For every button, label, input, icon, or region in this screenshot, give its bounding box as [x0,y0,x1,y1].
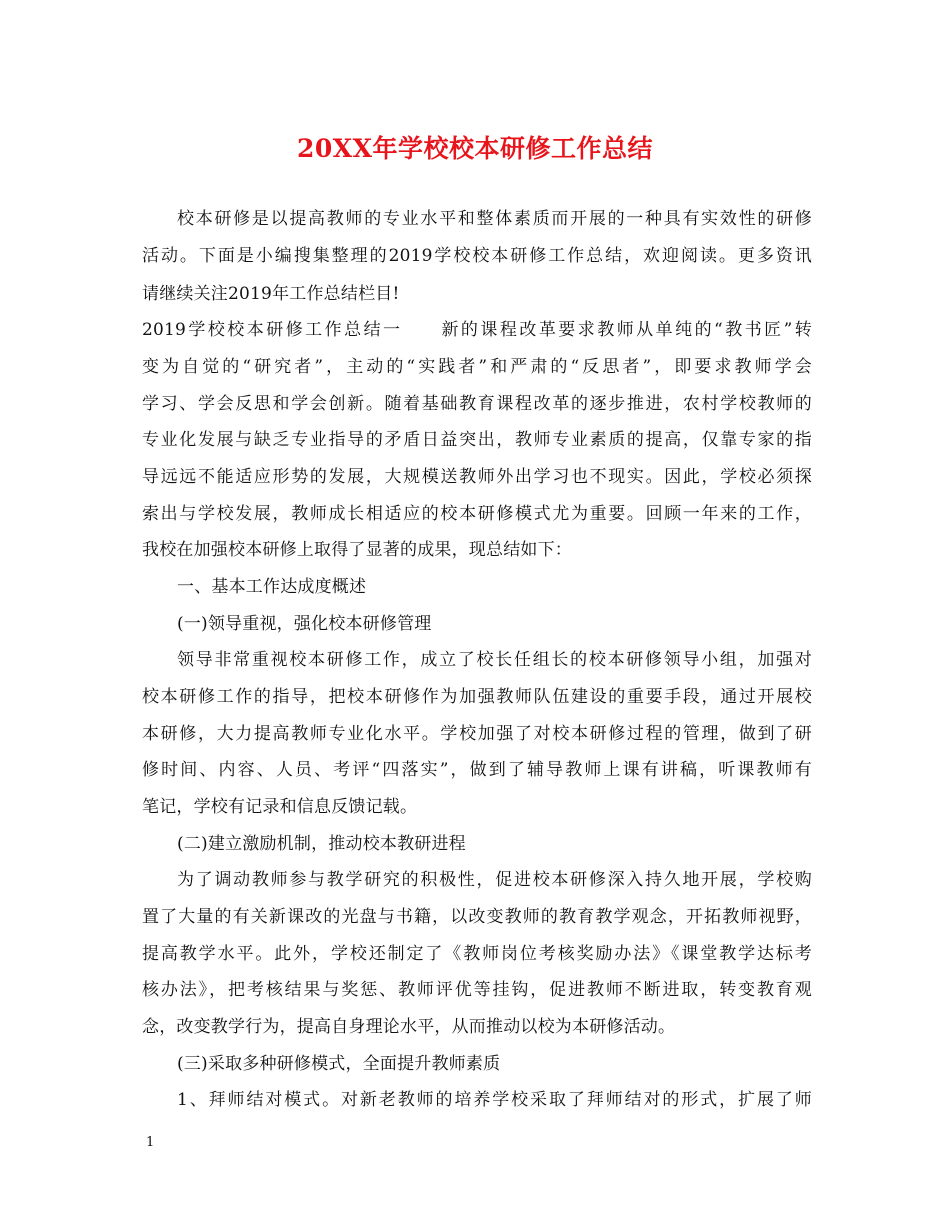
body-line: 活动。下面是小编搜集整理的2019学校校本研修工作总结，欢迎阅读。更多资讯 [142,246,812,266]
page-number: 1 [146,1135,155,1150]
body-line: 提高教学水平。此外，学校还制定了《教师岗位考核奖励办法》《课堂教学达标考 [142,944,812,964]
body-line: 我校在加强校本研修上取得了显著的成果，现总结如下： [142,540,572,560]
body-line: 校本研修工作的指导，把校本研修作为加强教师队伍建设的重要手段，通过开展校 [142,687,812,707]
body-line: 本研修，大力提高教师专业化水平。学校加强了对校本研修过程的管理，做到了研 [142,724,812,744]
body-line: 专业化发展与缺乏专业指导的矛盾日益突出，教师专业素质的提高，仅靠专家的指 [142,430,812,450]
section-heading: 一、基本工作达成度概述 [177,577,367,597]
body-line: 为了调动教师参与教学研究的积极性，促进校本研修深入持久地开展，学校购 [177,870,812,890]
body-line: 念，改变教学行为，提高自身理论水平，从而推动以校为本研修活动。 [142,1017,676,1037]
body-line: 笔记，学校有记录和信息反馈记载。 [142,797,418,817]
body-line: 2019学校校本研修工作总结一 新的课程改革要求教师从单纯的“教书匠”转 [142,320,812,340]
body-line: 核办法》，把考核结果与奖惩、教师评优等挂钩，促进教师不断进取，转变教育观 [142,980,812,1000]
body-line: 置了大量的有关新课改的光盘与书籍，以改变教师的教育教学观念，开拓教师视野， [142,907,812,927]
body-line: 领导非常重视校本研修工作，成立了校长任组长的校本研修领导小组，加强对 [177,650,812,670]
body-line: 校本研修是以提高教师的专业水平和整体素质而开展的一种具有实效性的研修 [177,209,812,229]
subsection-heading: (二)建立激励机制，推动校本教研进程 [177,834,466,854]
subsection-heading: (一)领导重视，强化校本研修管理 [177,614,432,634]
body-line: 索出与学校发展，教师成长相适应的校本研修模式尤为重要。回顾一年来的工作， [142,504,812,524]
body-line: 修时间、内容、人员、考评“四落实”，做到了辅导教师上课有讲稿，听课教师有 [142,760,812,780]
subsection-heading: (三)采取多种研修模式，全面提升教师素质 [177,1054,501,1074]
body-line: 变为自觉的“研究者”，主动的“实践者”和严肃的“反思者”，即要求教师学会 [142,357,812,377]
body-line: 1、拜师结对模式。对新老教师的培养学校采取了拜师结对的形式，扩展了师 [177,1090,812,1110]
body-line: 导远远不能适应形势的发展，大规模送教师外出学习也不现实。因此，学校必须探 [142,467,812,487]
body-line: 学习、学会反思和学会创新。随着基础教育课程改革的逐步推进，农村学校教师的 [142,394,812,414]
document-title: 20XX年学校校本研修工作总结 [296,134,654,163]
body-line: 请继续关注2019年工作总结栏目! [142,284,400,304]
